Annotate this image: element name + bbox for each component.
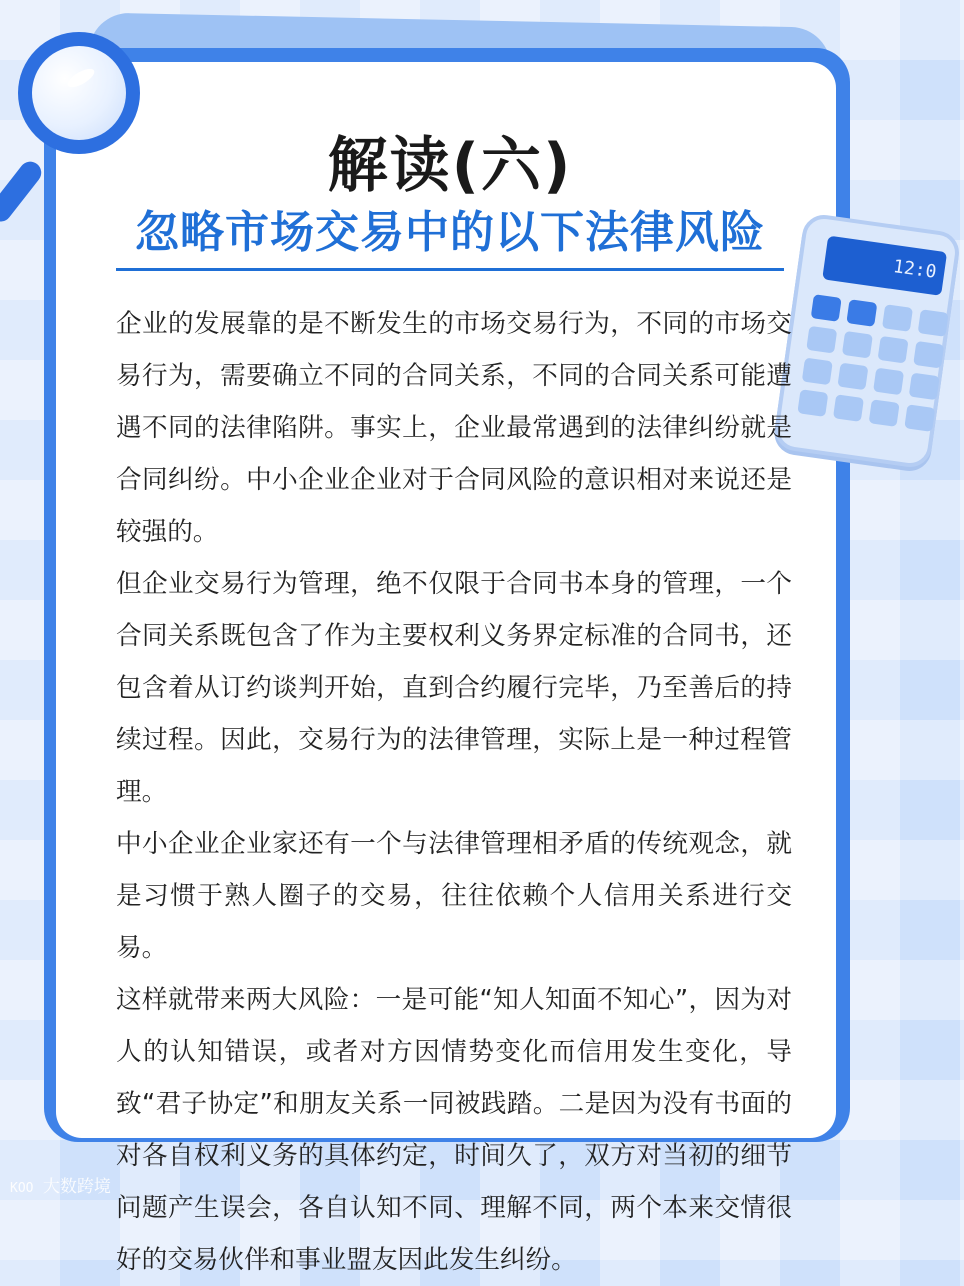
article-paragraph: 但企业交易行为管理，绝不仅限于合同书本身的管理，一个合同关系既包含了作为主要权利义务界定标准的合同书，还包含着从订约谈判开始，直到合约履行完毕，乃至善后的持续过程。因此，交易行为的法律管理，实际上是一种过程管理。 (116, 569, 792, 807)
watermark (10, 1172, 111, 1197)
calculator-key (878, 336, 909, 364)
calculator-key (806, 326, 837, 354)
calculator-keypad (797, 294, 952, 432)
article-paragraph: 中小企业企业家还有一个与法律管理相矛盾的传统观念，就是习惯于熟人圈子的交易，往往依赖个人信用关系进行交易。 (116, 829, 792, 963)
calculator-display: 12:0 (822, 236, 947, 296)
calculator-key (833, 394, 864, 422)
calculator-key (918, 309, 949, 337)
calculator-key (802, 358, 833, 386)
calculator-key (797, 389, 828, 417)
calculator-key (909, 373, 940, 401)
page-subtitle: 忽略市场交易中的以下法律风险 (135, 207, 765, 258)
calculator-key (846, 299, 877, 327)
calculator-key (811, 294, 842, 322)
calculator-key (869, 399, 900, 427)
page-title: 解读(六) (327, 131, 573, 201)
title-divider (116, 268, 784, 271)
watermark-logo: KOO (10, 1181, 34, 1196)
magnifier-shine (65, 65, 97, 90)
article-paragraph: 企业的发展靠的是不断发生的市场交易行为，不同的市场交易行为，需要确立不同的合同关系，不同的合同关系可能遭遇不同的法律陷阱。事实上，企业最常遇到的法律纠纷就是合同纠纷。中小企业企业对于合同风险的意识相对来说还是较强的。 (116, 309, 792, 547)
calculator-key (873, 368, 904, 396)
article-body (116, 298, 792, 1286)
calculator-key (904, 404, 935, 432)
calculator-key (882, 304, 913, 332)
calculator-key (913, 341, 944, 369)
calculator-key (837, 363, 868, 391)
calculator-key (842, 331, 873, 359)
article-paragraph: 这样就带来两大风险：一是可能“知人知面不知心”，因为对人的认知错误，或者对方因情势变化而信用发生变化，导致“君子协定”和朋友关系一同被践踏。二是因为没有书面的对各自权利义务的具体约定，时间久了，双方对当初的细节问题产生误会，各自认知不同、理解不同，两个本来交情很好的交易伙伴和事业盟友因此发生纠纷。 (116, 985, 792, 1275)
watermark-text: 大数跨境 (42, 1177, 111, 1197)
